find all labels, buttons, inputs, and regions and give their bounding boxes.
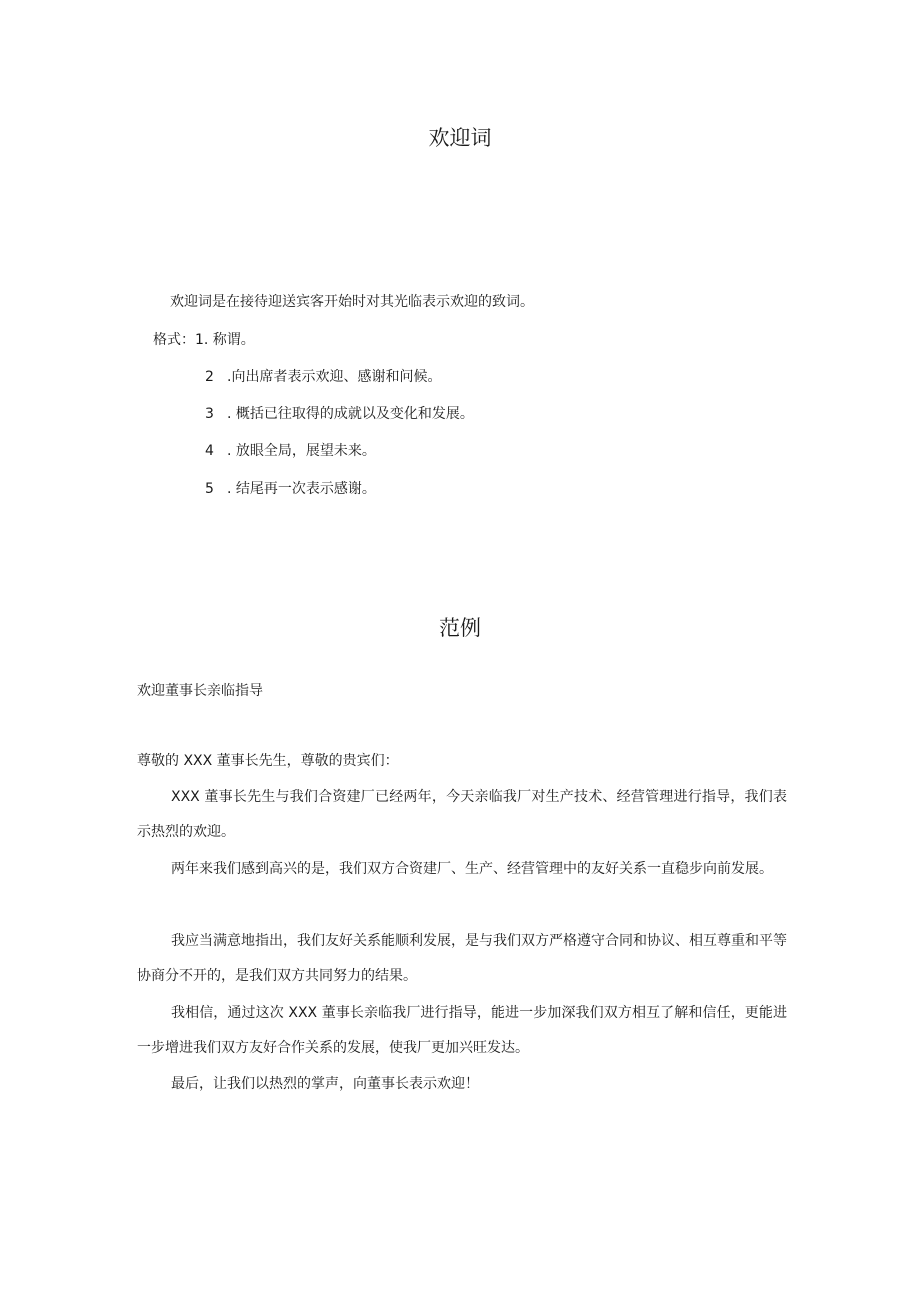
list-item <box>205 442 376 460</box>
list-item-text: . 结尾再一次表示感谢。 <box>227 481 376 497</box>
list-item-text: . 概括已往取得的成就以及变化和发展。 <box>227 406 474 422</box>
definition-text: 欢迎词是在接待迎送宾客开始时对其光临表示欢迎的致词。 <box>170 294 534 310</box>
list-item-number: 3 <box>205 406 214 422</box>
body-paragraph: 两年来我们感到高兴的是，我们双方合资建厂、生产、经营管理中的友好关系一直稳步向前发展。 <box>171 861 773 877</box>
section-title: 范例 <box>439 616 481 640</box>
body-paragraph: 我相信，通过这次 XXX 董事长亲临我厂进行指导，能进一步加深我们双方相互了解和信任，更能进一步增进我们双方友好合作关系的发展，使我厂更加兴旺发达。 <box>137 1005 787 1056</box>
list-item <box>205 405 474 423</box>
page-title: 欢迎词 <box>428 126 492 150</box>
body-paragraph: 我应当满意地指出，我们友好关系能顺利发展，是与我们双方严格遵守合同和协议、相互尊重和平等协商分不开的，是我们双方共同努力的结果。 <box>137 933 787 984</box>
salutation: 尊敬的 XXX 董事长先生，尊敬的贵宾们： <box>137 753 399 769</box>
list-item-text: . 放眼全局，展望未来。 <box>227 443 376 459</box>
body-paragraph: XXX 董事长先生与我们合资建厂已经两年，今天亲临我厂对生产技术、经营管理进行指导，我们表示热烈的欢迎。 <box>137 789 787 840</box>
example-subtitle: 欢迎董事长亲临指导 <box>137 683 263 699</box>
list-item-number: 4 <box>205 443 214 459</box>
list-item <box>205 480 376 498</box>
list-item-number: 2 <box>205 369 214 385</box>
format-line: 格式：1. 称谓。 <box>153 332 255 348</box>
list-item-text: .向出席者表示欢迎、感谢和问候。 <box>227 369 442 385</box>
body-paragraph: 最后，让我们以热烈的掌声，向董事长表示欢迎！ <box>171 1076 479 1092</box>
list-item-number: 5 <box>205 481 214 497</box>
list-item <box>205 368 441 386</box>
